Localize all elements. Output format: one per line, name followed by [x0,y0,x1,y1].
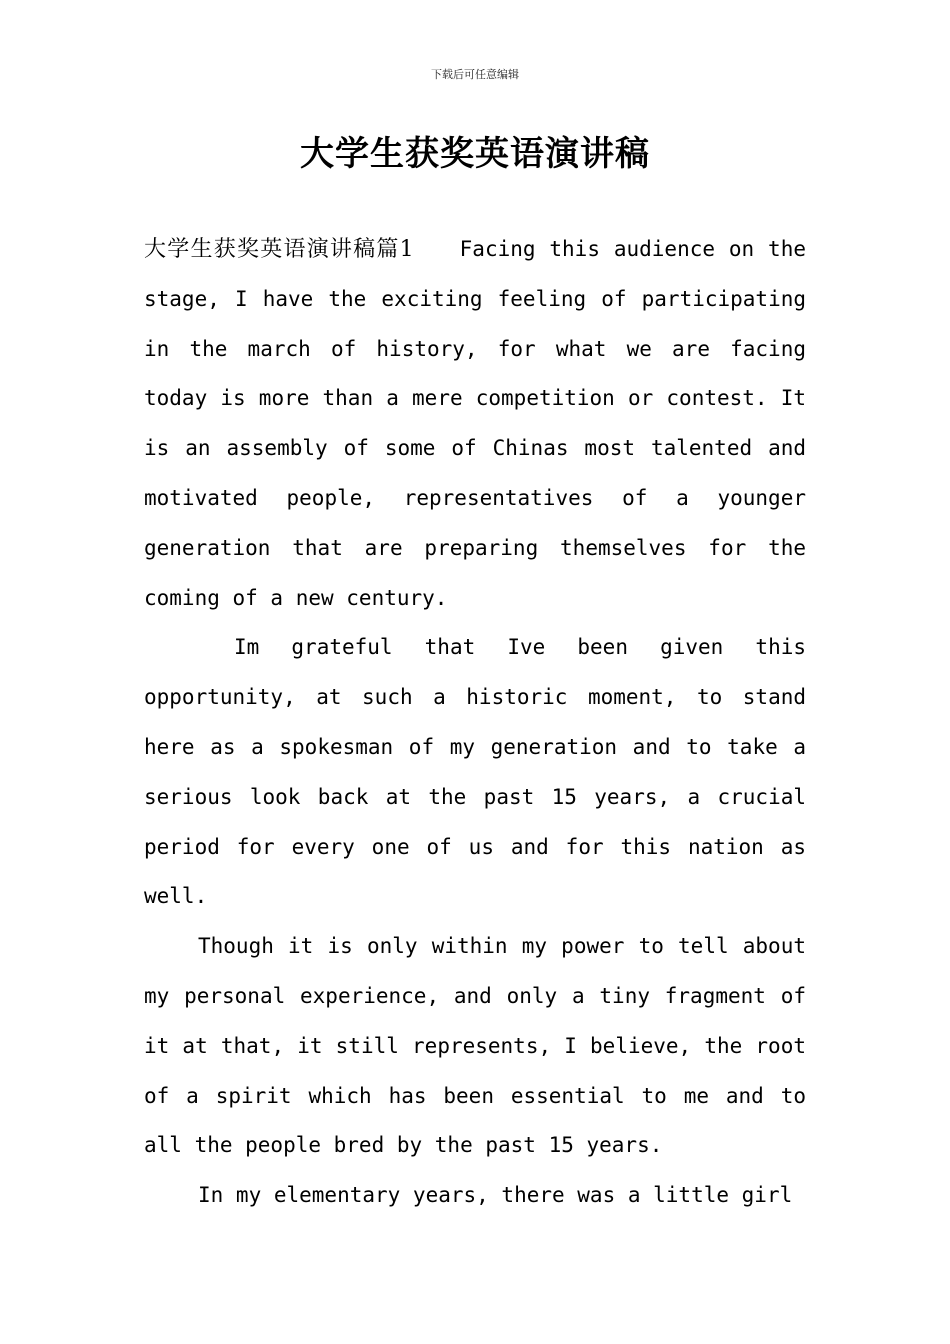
paragraph-4: In my elementary years, there was a little girl [198,1183,793,1208]
document-body [144,225,806,1221]
paragraph-1 [144,225,806,623]
page-header-note: 下载后可任意编辑 [431,68,519,81]
section-heading: 大学生获奖英语演讲稿篇1 [144,237,414,262]
paragraph-text: Facing this audience on the stage, I have the exciting feeling of participating in the march of history, for what we are facing today is more than a mere competition or contest. It is an assembly of some of Chinas most talented and motivated people, representatives of a younger generation that are preparing themselves for the coming of a new century. [144,237,806,610]
paragraph-2: Im grateful that Ive been given this opportunity, at such a historic moment, to stand here as a spokesman of my generation and to take a serious look back at the past 15 years, a crucial period for every one of us and for this nation as well. [144,635,806,909]
document-title: 大学生获奖英语演讲稿 [300,134,650,174]
paragraph-3: Though it is only within my power to tell about my personal experience, and only a tiny fragment of it at that, it still represents, I believe, the root of a spirit which has been essential to me and to all the people bred by the past 15 years. [144,934,806,1158]
